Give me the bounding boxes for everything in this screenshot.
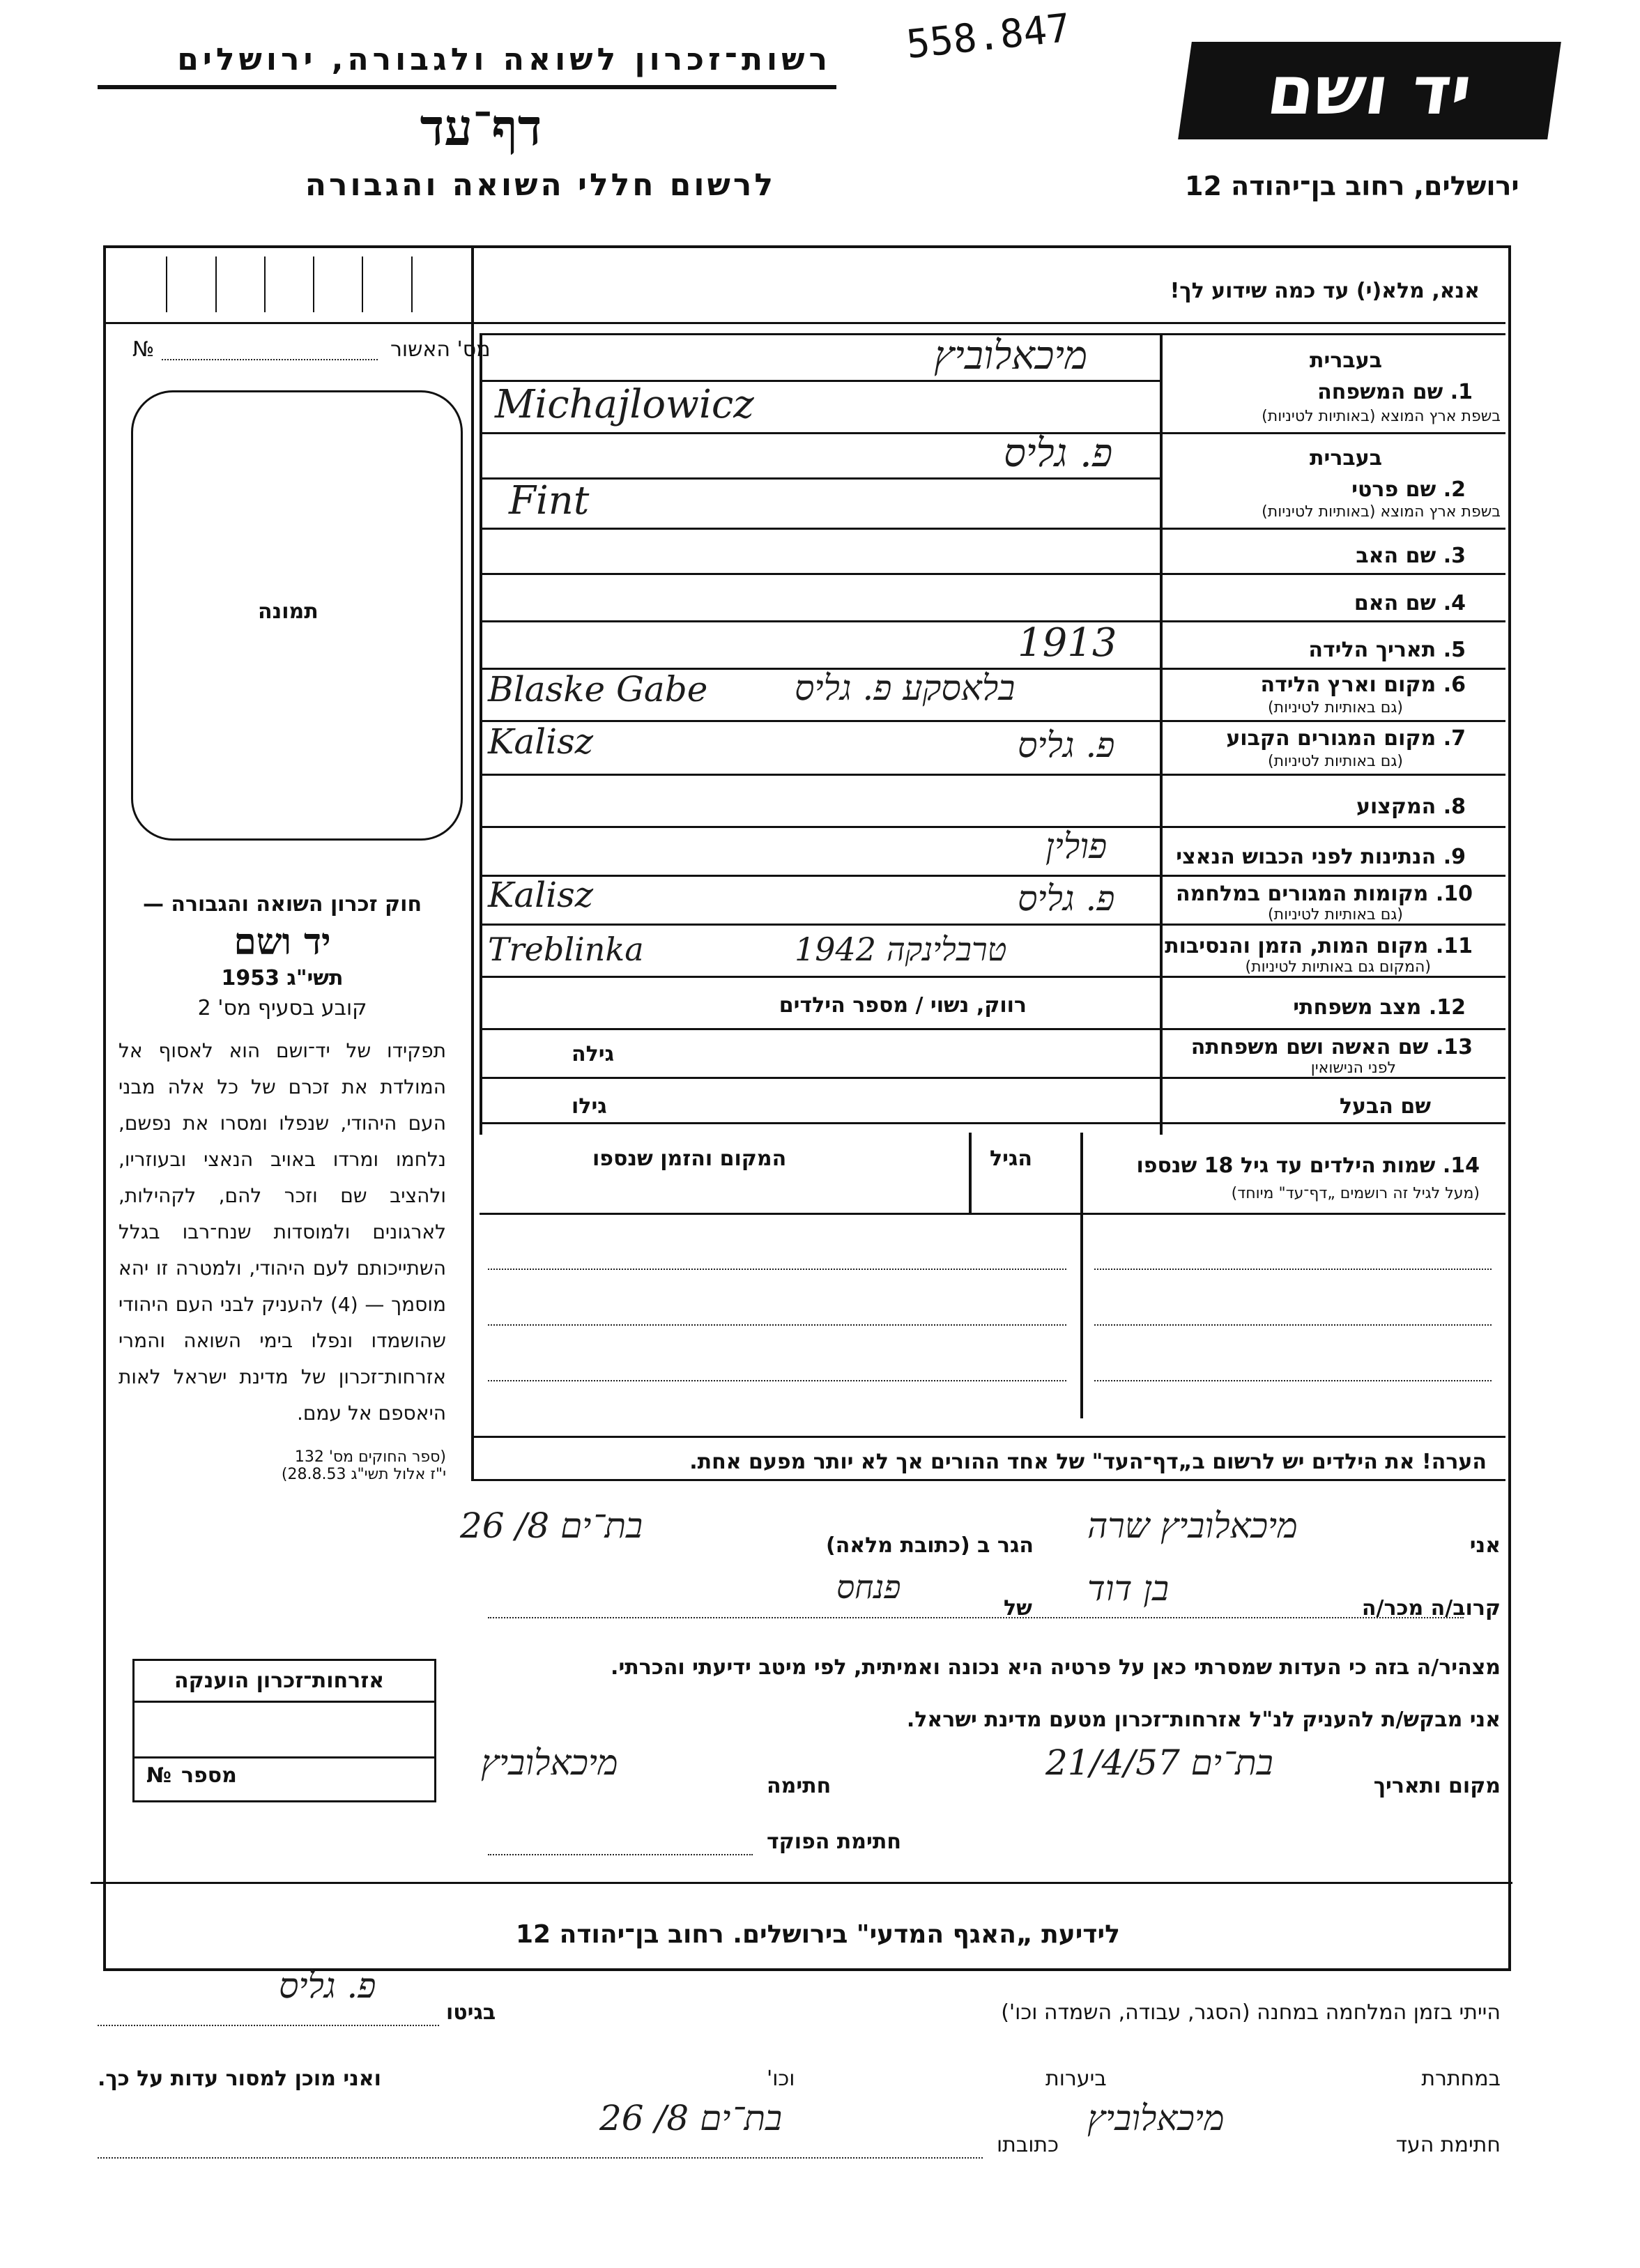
value-birthplace-latin[interactable]: Blaske Gabe bbox=[488, 669, 708, 710]
labels-divider bbox=[1160, 333, 1163, 1135]
citizenship-no-label: מספר bbox=[181, 1763, 237, 1788]
row-rule bbox=[480, 774, 1160, 776]
field-7-hint: (גם באותיות לטיניות) bbox=[1268, 753, 1403, 770]
footer-witness-label: חתימת העד bbox=[1395, 2133, 1501, 2157]
row-rule bbox=[480, 924, 1160, 926]
label-rule bbox=[1160, 976, 1505, 978]
label-rule bbox=[1160, 432, 1505, 434]
wife-age-label: גילה bbox=[572, 1042, 614, 1066]
law-ref-1: (ספר החוקים מס' 132 bbox=[294, 1448, 446, 1466]
law-clause: קובע בסעיף מס' 2 bbox=[197, 996, 367, 1020]
decl-of-label: של bbox=[1004, 1596, 1032, 1620]
signature-label: חתימה bbox=[767, 1774, 832, 1798]
value-death-place-he[interactable]: טרבלינקה 1942 bbox=[795, 930, 1007, 968]
header-address: ירושלים, רחוב בן־יהודה 12 bbox=[1185, 171, 1519, 201]
value-surname-he[interactable]: מיכאלוביץ bbox=[934, 333, 1088, 378]
stub-boxes bbox=[118, 256, 460, 312]
citizenship-no-sign: № bbox=[146, 1763, 172, 1788]
signature-value[interactable]: מיכאלוביץ bbox=[481, 1742, 618, 1783]
place-date-value[interactable]: בת־ים 21/4/57 bbox=[1045, 1742, 1273, 1783]
top-strip-rule bbox=[103, 322, 1505, 324]
footer-ghetto-value[interactable]: פ. גליס bbox=[279, 1966, 376, 2006]
row-rule bbox=[480, 528, 1160, 530]
label-rule bbox=[1160, 924, 1505, 926]
footer-etc: וכו' bbox=[767, 2067, 795, 2091]
field-2-label: 2. שם פרטי bbox=[1351, 477, 1466, 502]
decl-label-1: אני bbox=[1469, 1533, 1501, 1558]
field-13-hint: לפני הנישואין bbox=[1310, 1059, 1396, 1077]
citizenship-box-rule bbox=[132, 1756, 436, 1759]
footer-underground: במחתרת bbox=[1421, 2067, 1501, 2091]
left-column-divider bbox=[471, 245, 474, 1479]
approval-no-sign: № bbox=[132, 337, 155, 362]
field-12-label: 12. מצב משפחתי bbox=[1293, 995, 1466, 1020]
field-14-hint: (מעל לגיל זה רושמים „דף־עד" מיוחד) bbox=[1231, 1185, 1480, 1202]
decl-of-value[interactable]: פנחס bbox=[836, 1568, 901, 1606]
field-10-hint: (גם באותיות לטיניות) bbox=[1268, 906, 1403, 924]
footer-line1-camp: הייתי בזמן המלחמה במחנה (הסגר, עבודה, השמדה וכו') bbox=[1001, 2000, 1501, 2025]
field-1-label: 1. שם המשפחה bbox=[1317, 380, 1473, 404]
decl-label-2: קרוב/ה מכר/ה bbox=[1361, 1596, 1501, 1620]
footer-address-label: כתובתו bbox=[997, 2133, 1059, 2157]
value-firstname-latin[interactable]: Fint bbox=[509, 478, 590, 523]
footer-witness-signature[interactable]: מיכאלוביץ bbox=[1087, 2098, 1225, 2138]
field-11-hint: (המקום גם באותיות לטיניות) bbox=[1245, 958, 1431, 976]
field-11-label: 11. מקום המות, הזמן והנסיבות bbox=[1165, 934, 1473, 958]
field-6-label: 6. מקום וארץ הלידה bbox=[1260, 673, 1466, 697]
note-rule bbox=[471, 1436, 1505, 1438]
in-hebrew-label: בעברית bbox=[1310, 446, 1382, 470]
label-rule bbox=[1160, 720, 1505, 722]
field-10-label: 10. מקומות המגורים במלחמה bbox=[1176, 882, 1473, 906]
law-title: חוק זכרון השואה והגבורה — bbox=[142, 892, 422, 917]
institution-name: רשות־זכרון לשואה ולגבורה, ירושלים bbox=[177, 42, 832, 77]
label-rule bbox=[1160, 620, 1505, 622]
value-surname-latin[interactable]: Michajlowicz bbox=[495, 382, 754, 427]
decl-mid: הגר ב (כתובת מלאה) bbox=[825, 1533, 1034, 1558]
field-1-hint: בשפת ארץ המוצא (באותיות לטיניות) bbox=[1262, 408, 1501, 425]
field-14-label: 14. שמות הילדים עד גיל 18 שנספו bbox=[1136, 1154, 1480, 1178]
label-rule bbox=[1160, 875, 1505, 877]
footer-rule bbox=[91, 1882, 1512, 1884]
footer-heading: לידיעת „האגף המדעי" בירושלים. רחוב בן־יהודה 12 bbox=[516, 1920, 1120, 1949]
husband-age-label: גילו bbox=[572, 1094, 607, 1119]
file-number: 558.847 bbox=[904, 5, 1073, 68]
husband-label: שם הבעל bbox=[1339, 1094, 1431, 1119]
value-wartime-residence-he[interactable]: פ. גליס bbox=[1018, 878, 1115, 919]
children-row[interactable] bbox=[1094, 1380, 1492, 1381]
children-row[interactable] bbox=[1094, 1269, 1492, 1270]
citizenship-box-rule bbox=[132, 1701, 436, 1703]
in-hebrew-label: בעברית bbox=[1310, 348, 1382, 373]
value-wartime-residence-latin[interactable]: Kalisz bbox=[488, 875, 594, 915]
row-rule bbox=[480, 1077, 1160, 1079]
children-col-place: המקום והזמן שנספו bbox=[592, 1147, 787, 1171]
row-rule bbox=[480, 1122, 1505, 1124]
value-birth-date[interactable]: 1913 bbox=[1018, 620, 1117, 666]
note-rule bbox=[471, 1479, 1505, 1481]
children-table-rule bbox=[480, 1213, 1505, 1215]
children-row[interactable] bbox=[488, 1269, 1066, 1270]
page-title: דף־עד bbox=[420, 98, 542, 157]
decl-line bbox=[488, 1617, 1464, 1618]
footer-address-value[interactable]: בת־ים 8/ 26 bbox=[599, 2098, 783, 2138]
official-signature-field[interactable] bbox=[488, 1854, 753, 1855]
decl-statement: מצהיר/ה בזה כי העדות שמסרתי כאן על פרטיה היא נכונה ואמיתית, לפי מיטב ידיעתי והכרתי. bbox=[611, 1655, 1501, 1680]
children-col-age: הגיל bbox=[990, 1147, 1032, 1171]
children-row[interactable] bbox=[488, 1324, 1066, 1326]
row-rule bbox=[480, 1028, 1160, 1030]
label-rule bbox=[1160, 826, 1505, 828]
citizenship-title: אזרחות־זכרון הוענקה bbox=[174, 1669, 385, 1693]
label-rule bbox=[1160, 668, 1505, 670]
value-residence-latin[interactable]: Kalisz bbox=[488, 721, 594, 762]
children-col-divider bbox=[969, 1133, 972, 1213]
marital-status-value[interactable]: רווק, נשוי / מספר הילדים bbox=[779, 993, 1027, 1018]
value-firstname-he[interactable]: פ. גליס bbox=[1004, 431, 1113, 476]
value-residence-he[interactable]: פ. גליס bbox=[1018, 725, 1115, 765]
row-rule bbox=[480, 976, 1160, 978]
approval-no-field[interactable] bbox=[162, 359, 378, 360]
law-year: תשי"ג 1953 bbox=[221, 966, 344, 990]
children-row[interactable] bbox=[1094, 1324, 1492, 1326]
page-subtitle: לרשום חללי השואה והגבורה bbox=[305, 167, 776, 203]
label-rule bbox=[1160, 1028, 1505, 1030]
field-8-label: 8. המקצוע bbox=[1356, 795, 1466, 819]
yad-vashem-logo: יד ושם bbox=[1178, 42, 1561, 139]
label-rule bbox=[1160, 573, 1505, 575]
ghetto-field[interactable] bbox=[98, 2025, 439, 2026]
header-rule bbox=[98, 85, 836, 89]
law-ref-2: י"ז אלול תשי"ג 28.8.53) bbox=[281, 1466, 446, 1483]
children-row[interactable] bbox=[488, 1380, 1066, 1381]
form-intro: אנא, מלא(י) עד כמה שידוע לך! bbox=[1170, 279, 1480, 303]
law-body: תפקידו של יד־ושם הוא לאסוף אל המולדת את זכרם של כל אלה מבני העם היהודי, שנפלו ומסרו את נפשם, נלחמו ומרדו באויב הנאצי ובעוזריו, ולהציב שם וזכר להם, לקהילות, לארגונים ולמוסדות שנח־רבו בגלל השתייכותם לעם היהודי, ולמטרה זו יהא מוסמך — (4) להעניק לבני העם היהודי שהושמדו ונפלו בימי השואה והמרי אזרחות־זכרון של מדינת ישראל לאות היאספם אל עמם. bbox=[118, 1039, 446, 1425]
label-rule bbox=[1160, 528, 1505, 530]
row-rule bbox=[480, 573, 1160, 575]
law-excerpt bbox=[118, 892, 446, 1483]
decl-request: אני מבקש/ת להעניק לנ"ל אזרחות־זכרון מטעם מדינת ישראל. bbox=[906, 1708, 1501, 1732]
field-2-hint: בשפת ארץ המוצא (באותיות לטיניות) bbox=[1262, 503, 1501, 521]
photo-label: תמונה bbox=[258, 599, 319, 624]
value-birthplace-he[interactable]: בלאסקע פ. גליס bbox=[795, 668, 1016, 708]
footer-ready: ואני מוכן למסור עדות על כך. bbox=[98, 2067, 381, 2091]
field-7-label: 7. מקום המגורים הקבוע bbox=[1226, 726, 1466, 751]
place-date-label: מקום ותאריך bbox=[1373, 1774, 1501, 1798]
note-text: הערה! את הילדים יש לרשום ב„דף־העד" של אחד ההורים אך לא יותר מפעם אחת. bbox=[689, 1450, 1487, 1474]
label-rule bbox=[1160, 1077, 1505, 1079]
footer-line1-ghetto: בגיטו bbox=[446, 2000, 496, 2025]
decl-address[interactable]: בת־ים 8/ 26 bbox=[460, 1505, 643, 1546]
children-col-divider bbox=[1080, 1133, 1083, 1418]
footer-forests: ביערות bbox=[1045, 2067, 1107, 2091]
value-nationality[interactable]: פולין bbox=[1045, 826, 1108, 866]
label-rule bbox=[1160, 774, 1505, 776]
field-3-label: 3. שם האב bbox=[1356, 544, 1466, 568]
field-9-label: 9. הנתינות לפני הכבוש הנאצי bbox=[1176, 845, 1466, 869]
field-5-label: 5. תאריך הלידה bbox=[1308, 638, 1466, 662]
decl-name[interactable]: מיכאלוביץ שרה bbox=[1087, 1505, 1298, 1546]
footer-address-field[interactable] bbox=[98, 2157, 983, 2159]
values-left-border bbox=[480, 333, 482, 1135]
field-6-hint: (גם באותיות לטיניות) bbox=[1268, 699, 1403, 717]
official-signature-label: חתימת הפוקד bbox=[767, 1830, 901, 1854]
field-4-label: 4. שם האם bbox=[1354, 591, 1466, 615]
value-death-place-latin[interactable]: Treblinka bbox=[488, 930, 644, 968]
approval-no-label: מס' האשור bbox=[390, 337, 491, 362]
decl-relation[interactable]: בן דוד bbox=[1087, 1568, 1170, 1609]
law-name: יד ושם bbox=[233, 921, 331, 963]
field-13-label: 13. שם האשה ושם משפחתה bbox=[1190, 1035, 1473, 1059]
